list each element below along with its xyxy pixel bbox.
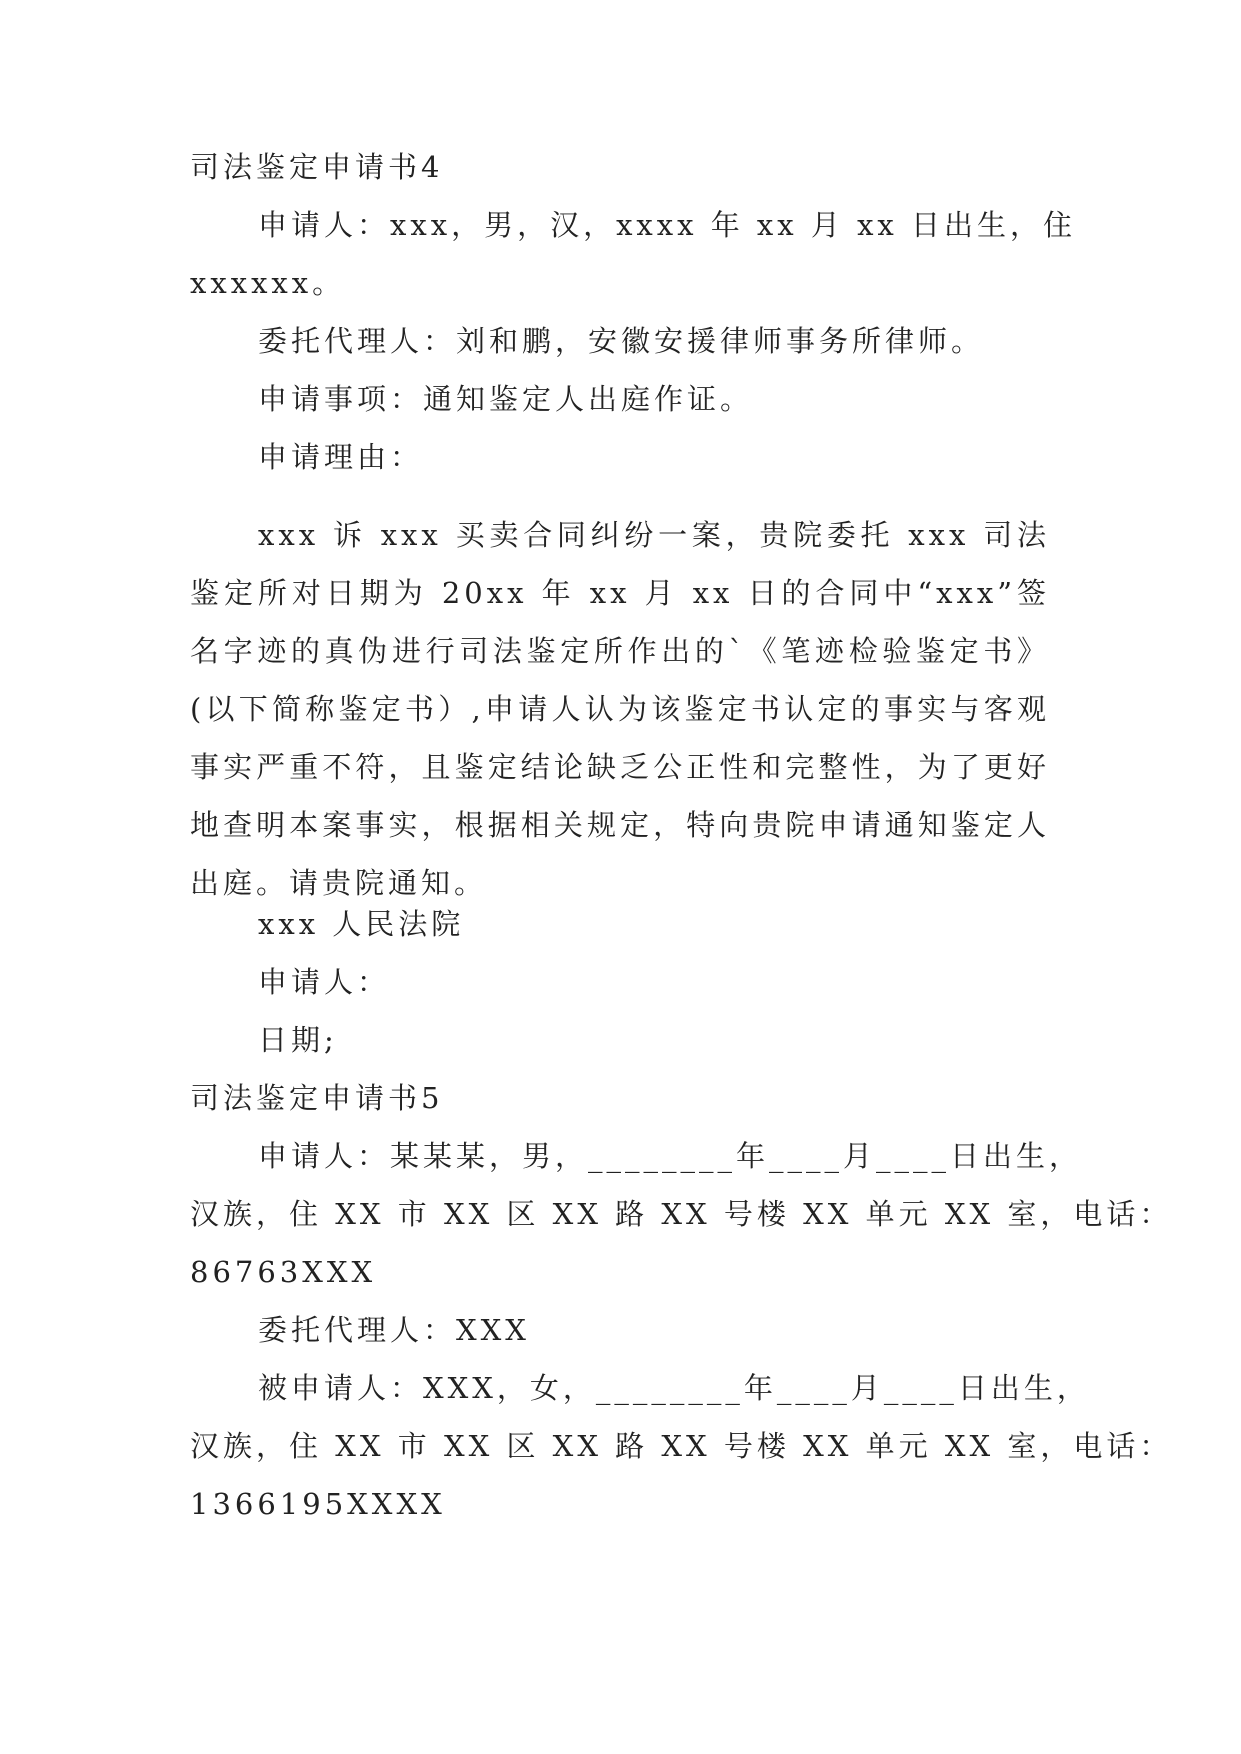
- doc5-respondent-line3: 1366195XXXX: [190, 1487, 446, 1521]
- doc4-matter: 申请事项：通知鉴定人出庭作证。: [258, 382, 754, 416]
- doc4-sign-applicant: 申请人：: [258, 965, 391, 999]
- doc4-sign-date: 日期;: [258, 1023, 338, 1057]
- doc4-agent: 委托代理人：刘和鹏，安徽安援律师事务所律师。: [258, 324, 985, 358]
- doc4-reason-label: 申请理由：: [258, 440, 424, 474]
- doc4-title: 司法鉴定申请书4: [190, 150, 444, 184]
- doc5-applicant-line3: 86763XXX: [190, 1255, 377, 1289]
- doc5-title: 司法鉴定申请书5: [190, 1081, 444, 1115]
- doc4-applicant-line2: xxxxxx。: [190, 266, 346, 300]
- doc5-applicant-line1: 申请人：某某某，男，________年____月____日出生，: [258, 1139, 1083, 1173]
- doc5-applicant-line2: 汉族，住 XX 市 XX 区 XX 路 XX 号楼 XX 单元 XX 室，电话：: [190, 1197, 1173, 1231]
- doc4-court: xxx 人民法院: [258, 907, 465, 941]
- doc5-respondent-line2: 汉族，住 XX 市 XX 区 XX 路 XX 号楼 XX 单元 XX 室，电话：: [190, 1429, 1173, 1463]
- doc5-agent: 委托代理人：XXX: [258, 1313, 530, 1347]
- doc4-applicant-line1: 申请人：xxx，男，汉，xxxx 年 xx 月 xx 日出生，住: [258, 208, 1076, 242]
- doc4-reason-body: xxx 诉 xxx 买卖合同纠纷一案，贵院委托 xxx 司法鉴定所对日期为 20xx 年 xx 月 xx 日的合同中“xxx”签名字迹的真伪进行司法鉴定所作出的`《笔迹检验鉴定书》(以下简称鉴定书）,申请人认为该鉴定书认定的事实与客观事实严重不符，且鉴定结论缺乏公正性和完整性，为了更好地查明本案事实，根据相关规定，特向贵院申请通知鉴定人出庭。请贵院通知。: [190, 518, 1050, 900]
- doc5-respondent-line1: 被申请人：XXX，女，________年____月____日出生，: [258, 1371, 1090, 1405]
